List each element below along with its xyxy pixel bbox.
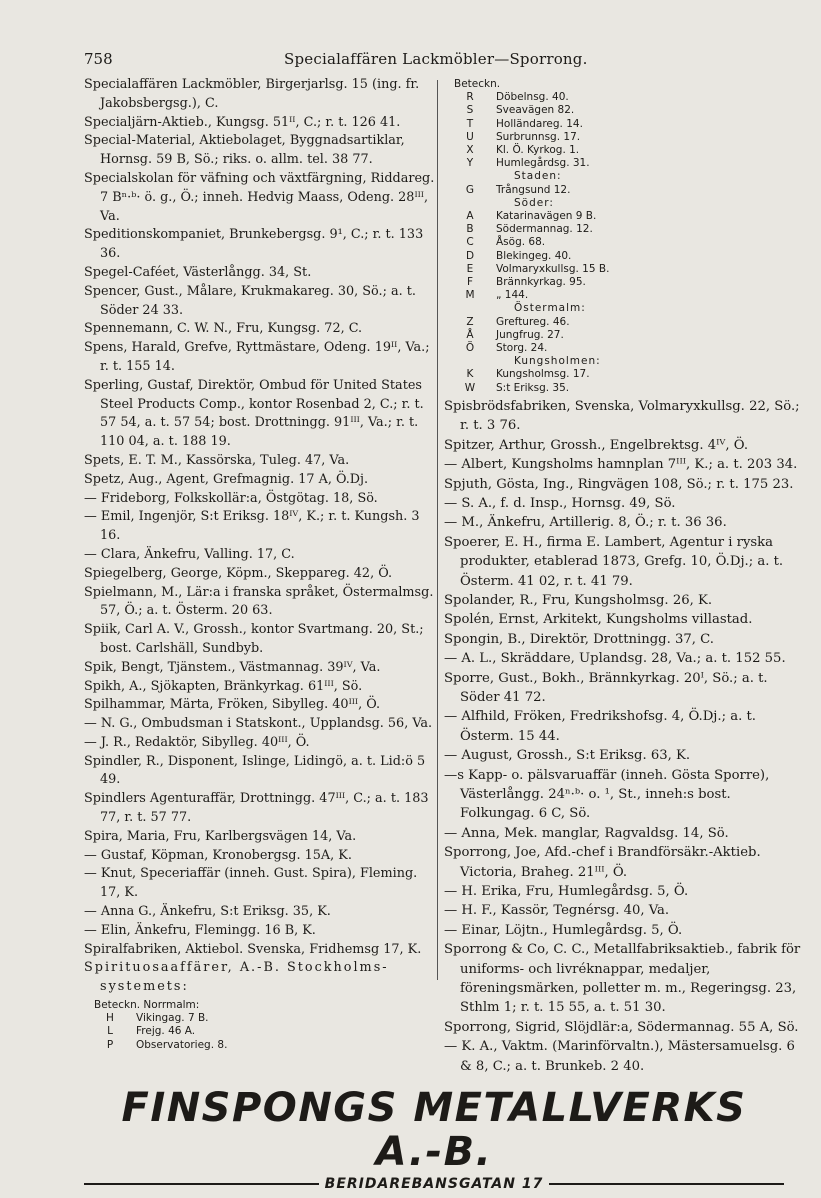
key-place: Observatorieg. 8. (136, 1038, 228, 1051)
key-code: B (466, 223, 474, 236)
key-place: Blekingeg. 40. (496, 249, 572, 262)
directory-entry: — Albert, Kungsholms hamnplan 7ᴵᴵᴵ, K.; a. t. 203 34. (444, 457, 798, 473)
key-row (444, 276, 804, 289)
rule-line (549, 1183, 784, 1185)
directory-entry: — M., Änkefru, Artillerig. 8, Ö.; r. t. 36 36. (444, 515, 727, 531)
key-row (444, 131, 804, 144)
key-row (444, 223, 804, 236)
directory-entry: Spolander, R., Fru, Kungsholmsg. 26, K. (444, 592, 713, 608)
directory-entry: Spitzer, Arthur, Grossh., Engelbrektsg. 4ᴵⱽ, Ö. (444, 437, 749, 453)
directory-entry: Spira, Maria, Fru, Karlbergsvägen 14, Va. (84, 828, 357, 844)
advertisement-banner (84, 1086, 784, 1192)
key-code: D (465, 249, 475, 262)
column-divider (437, 80, 438, 980)
key-row (84, 1025, 436, 1038)
directory-entry: Spegel-Caféet, Västerlångg. 34, St. (84, 264, 312, 280)
key-code: X (466, 144, 474, 157)
key-row (444, 91, 804, 104)
directory-entry: Spiik, Carl A. V., Grossh., kontor Svartmang. 20, St.; bost. Carlshäll, Sundbyb. (84, 622, 424, 656)
key-row (444, 144, 804, 157)
key-heading: Beteckn. (454, 78, 501, 90)
key-place: Katarinavägen 9 B. (496, 210, 597, 223)
shop-key-norrmalm (84, 999, 436, 1052)
key-place: Sveavägen 82. (496, 104, 575, 117)
left-column (84, 76, 436, 1054)
key-row (444, 382, 804, 395)
page-header (84, 50, 761, 72)
shop-key-continued (444, 78, 804, 395)
key-place: Humlegårdsg. 31. (496, 157, 590, 170)
key-heading: Beteckn. Norrmalm: (94, 999, 200, 1012)
key-place: Kl. Ö. Kyrkog. 1. (496, 144, 580, 157)
key-code: P (106, 1038, 114, 1051)
directory-entry: — Knut, Speceriaffär (inneh. Gust. Spira), Fleming. 17, K. (84, 866, 418, 901)
key-code: K (466, 368, 474, 381)
directory-entry: — Elin, Änkefru, Flemingg. 16 B, K. (84, 922, 316, 938)
key-place: Surbrunnsg. 17. (496, 130, 581, 143)
key-row (444, 236, 804, 249)
key-code: L (107, 1025, 113, 1038)
directory-entry: Spik, Bengt, Tjänstem., Västmannag. 39ᴵⱽ, Va. (84, 659, 381, 675)
directory-entry: Spolén, Ernst, Arkitekt, Kungsholms villastad. (444, 612, 753, 628)
directory-entry: Spiegelberg, George, Köpm., Skeppareg. 42, Ö. (84, 565, 393, 581)
key-place: Greftureg. 46. (496, 315, 570, 328)
directory-entry: — S. A., f. d. Insp., Hornsg. 49, Sö. (444, 495, 676, 511)
directory-entry: — Clara, Änkefru, Valling. 17, C. (84, 546, 295, 562)
key-place: Åsög. 68. (496, 236, 546, 249)
key-row (444, 157, 804, 170)
advert-address-line (84, 1176, 784, 1192)
directory-entry: — August, Grossh., S:t Eriksg. 63, K. (444, 748, 691, 764)
key-code: W (464, 381, 476, 394)
directory-entry: Spiralfabriken, Aktiebol. Svenska, Fridhemsg 17, K. (84, 941, 422, 957)
key-place: Jungfrug. 27. (496, 328, 564, 341)
key-code: Å (466, 328, 474, 341)
directory-entry: — N. G., Ombudsman i Statskont., Upplandsg. 56, Va. (84, 716, 433, 732)
directory-entry: Spindler, R., Disponent, Islinge, Lidingö, a. t. Lid:ö 5 49. (84, 753, 426, 788)
key-district: Östermalm: (514, 302, 586, 315)
key-code: T (466, 117, 474, 130)
key-place: Döbelnsg. 40. (496, 91, 569, 104)
right-column (444, 76, 804, 1076)
key-row (444, 210, 804, 223)
advert-brand: FINSPONGS METALLVERKS A.-B. (121, 1085, 747, 1175)
directory-entry: Sporrong, Sigrid, Slöjdlär:a, Södermannag. 55 A, Sö. (444, 1019, 799, 1035)
running-head: Specialaffären Lackmöbler—Sporrong. (284, 50, 588, 68)
key-code: G (465, 183, 475, 196)
key-district: Staden: (514, 170, 562, 183)
key-row (444, 316, 804, 329)
directory-entry: Sporre, Gust., Bokh., Brännkyrkag. 20ᴵ, Sö.; a. t. Söder 41 72. (444, 670, 768, 705)
directory-entry: Speditionskompaniet, Brunkebergsg. 9¹, C.; r. t. 133 36. (84, 227, 424, 262)
key-place: Holländareg. 14. (496, 117, 583, 130)
key-place: Frejg. 46 A. (136, 1025, 196, 1038)
key-row (444, 342, 804, 355)
directory-entry: Spilhammar, Märta, Fröken, Sibylleg. 40ᴵᴵᴵ, Ö. (84, 697, 381, 713)
directory-entry: — Emil, Ingenjör, S:t Eriksg. 18ᴵⱽ, K.; r. t. Kungsh. 3 16. (84, 509, 420, 544)
directory-entry: — J. R., Redaktör, Sibylleg. 40ᴵᴵᴵ, Ö. (84, 734, 310, 750)
key-code: R (466, 91, 474, 104)
key-row (444, 329, 804, 342)
directory-entry: — Frideborg, Folkskollär:a, Östgötag. 18, Sö. (84, 490, 378, 506)
key-code: A (466, 210, 474, 223)
key-place: „ 144. (496, 289, 529, 302)
directory-entry: Special-Material, Aktiebolaget, Byggnadsartiklar, Hornsg. 59 B, Sö.; riks. o. allm. tel. 38 77. (84, 133, 405, 168)
directory-entry: — A. L., Skräddare, Uplandsg. 28, Va.; a. t. 152 55. (444, 651, 786, 667)
key-code: E (466, 262, 474, 275)
key-code: Z (466, 315, 474, 328)
key-row (84, 1039, 436, 1052)
directory-entry: — Gustaf, Köpman, Kronobergsg. 15A, K. (84, 847, 352, 863)
key-place: Storg. 24. (496, 342, 548, 355)
key-place: Vikingag. 7 B. (136, 1012, 209, 1025)
directory-entry: Spongin, B., Direktör, Drottningg. 37, C. (444, 631, 714, 647)
directory-entry: Sporrong, Joe, Afd.-chef i Brandförsäkr.-Aktieb. Victoria, Braheg. 21ᴵᴵᴵ, Ö. (444, 845, 761, 880)
directory-entry: Specialaffären Lackmöbler, Birgerjarlsg. 15 (ing. fr. Jakobsbergsg.), C. (84, 77, 420, 111)
key-row (444, 289, 804, 302)
key-code: Ö (465, 342, 475, 355)
directory-entry: Specialjärn-Aktieb., Kungsg. 51ᴵᴵ, C.; r. t. 126 41. (84, 114, 401, 130)
key-code: Y (466, 157, 474, 170)
directory-entry: Spets, E. T. M., Kassörska, Tuleg. 47, Va. (84, 452, 350, 468)
key-row (444, 368, 804, 381)
directory-entry: — Alfhild, Fröken, Fredrikshofsg. 4, Ö.Dj.; a. t. Österm. 15 44. (444, 709, 756, 744)
directory-entry: Specialskolan för väfning och växtfärgning, Riddareg. 7 Bⁿ·ᵇ· ö. g., Ö.; inneh. Hedvig Maass, Odeng. 28ᴵᴵᴵ, Va. (84, 170, 435, 224)
key-district: Söder: (514, 196, 554, 209)
directory-entry: Spetz, Aug., Agent, Grefmagnig. 17 A, Ö.Dj. (84, 471, 369, 487)
directory-entry: —s Kapp- o. pälsvaruaffär (inneh. Gösta Sporre), Västerlångg. 24ⁿ·ᵇ· o. ¹, St., inneh:s bost. Folkungag. 6 C, Sö. (444, 767, 770, 822)
key-place: Södermannag. 12. (496, 223, 593, 236)
key-row (84, 1012, 436, 1025)
key-code: H (106, 1012, 114, 1025)
key-place: Trångsund 12. (496, 183, 571, 196)
key-code: M (465, 289, 475, 302)
directory-entry: — K. A., Vaktm. (Marinförvaltn.), Mästersamuelsg. 6 & 8, C.; a. t. Brunkeb. 2 40. (444, 1039, 795, 1074)
directory-entry: Spens, Harald, Grefve, Ryttmästare, Odeng. 19ᴵᴵ, Va.; r. t. 155 14. (84, 340, 430, 374)
directory-entry: Sperling, Gustaf, Direktör, Ombud för United States Steel Products Comp., kontor Rosenbad 2, C.; r. t. 57 54, a. t. 57 54; bost. Drottningg. 91ᴵᴵᴵ, Va.; r. t. 110 04, a. t. 188 19. (84, 377, 424, 450)
directory-entry: Spielmann, M., Lär:a i franska språket, Östermalmsg. 57, Ö.; a. t. Österm. 20 63. (84, 584, 434, 619)
key-code: S (466, 104, 474, 117)
directory-entry: Spisbrödsfabriken, Svenska, Volmaryxkullsg. 22, Sö.; r. t. 3 76. (444, 398, 800, 434)
page-number: 758 (84, 50, 113, 68)
key-code: C (466, 236, 474, 249)
key-district: Kungsholmen: (514, 355, 601, 368)
key-place: S:t Eriksg. 35. (496, 381, 570, 394)
key-row (444, 263, 804, 276)
directory-entry: Sporrong & Co, C. C., Metallfabriksaktieb., fabrik för uniforms- och livréknappar, medaljer, föreningsmärken, polletter m. m., Regeringsg. 23, Sthlm 1; r. t. 15 55, a. t. 51 30. (444, 942, 801, 1016)
directory-entry: — H. Erika, Fru, Humlegårdsg. 5, Ö. (444, 884, 689, 900)
key-place: Volmaryxkullsg. 15 B. (496, 262, 610, 275)
directory-entry: Spjuth, Gösta, Ing., Ringvägen 108, Sö.; r. t. 175 23. (444, 476, 794, 492)
directory-entry: Spikh, A., Sjökapten, Bränkyrkag. 61ᴵᴵᴵ, Sö. (84, 678, 363, 694)
directory-entry: Spennemann, C. W. N., Fru, Kungsg. 72, C. (84, 321, 363, 337)
key-row (444, 184, 804, 197)
directory-entry: Spencer, Gust., Målare, Krukmakareg. 30, Sö.; a. t. Söder 24 33. (84, 283, 416, 318)
directory-entry: Spirituosaaffärer, A.-B. Stockholms-systemets: (84, 960, 389, 995)
key-place: Kungsholmsg. 17. (496, 368, 590, 381)
key-row (444, 104, 804, 117)
directory-entry: — Anna G., Änkefru, S:t Eriksg. 35, K. (84, 904, 331, 920)
key-code: U (466, 130, 474, 143)
directory-entry: — Anna, Mek. manglar, Ragvaldsg. 14, Sö. (444, 825, 729, 841)
key-code: F (466, 276, 474, 289)
key-row (444, 250, 804, 263)
key-place: Brännkyrkag. 95. (496, 276, 586, 289)
advert-address: BERIDAREBANSGATAN 17 (324, 1176, 544, 1192)
directory-entry: — Einar, Löjtn., Humlegårdsg. 5, Ö. (444, 922, 683, 938)
directory-entry: — H. F., Kassör, Tegnérsg. 40, Va. (444, 903, 670, 919)
directory-entry: Spoerer, E. H., firma E. Lambert, Agentur i ryska produkter, etablerad 1873, Grefg. 10, Ö.Dj.; a. t. Österm. 41 02, r. t. 41 79. (444, 534, 784, 589)
rule-line (84, 1183, 319, 1185)
key-row (444, 118, 804, 131)
directory-entry: Spindlers Agenturaffär, Drottningg. 47ᴵᴵᴵ, C.; a. t. 183 77, r. t. 57 77. (84, 791, 429, 826)
